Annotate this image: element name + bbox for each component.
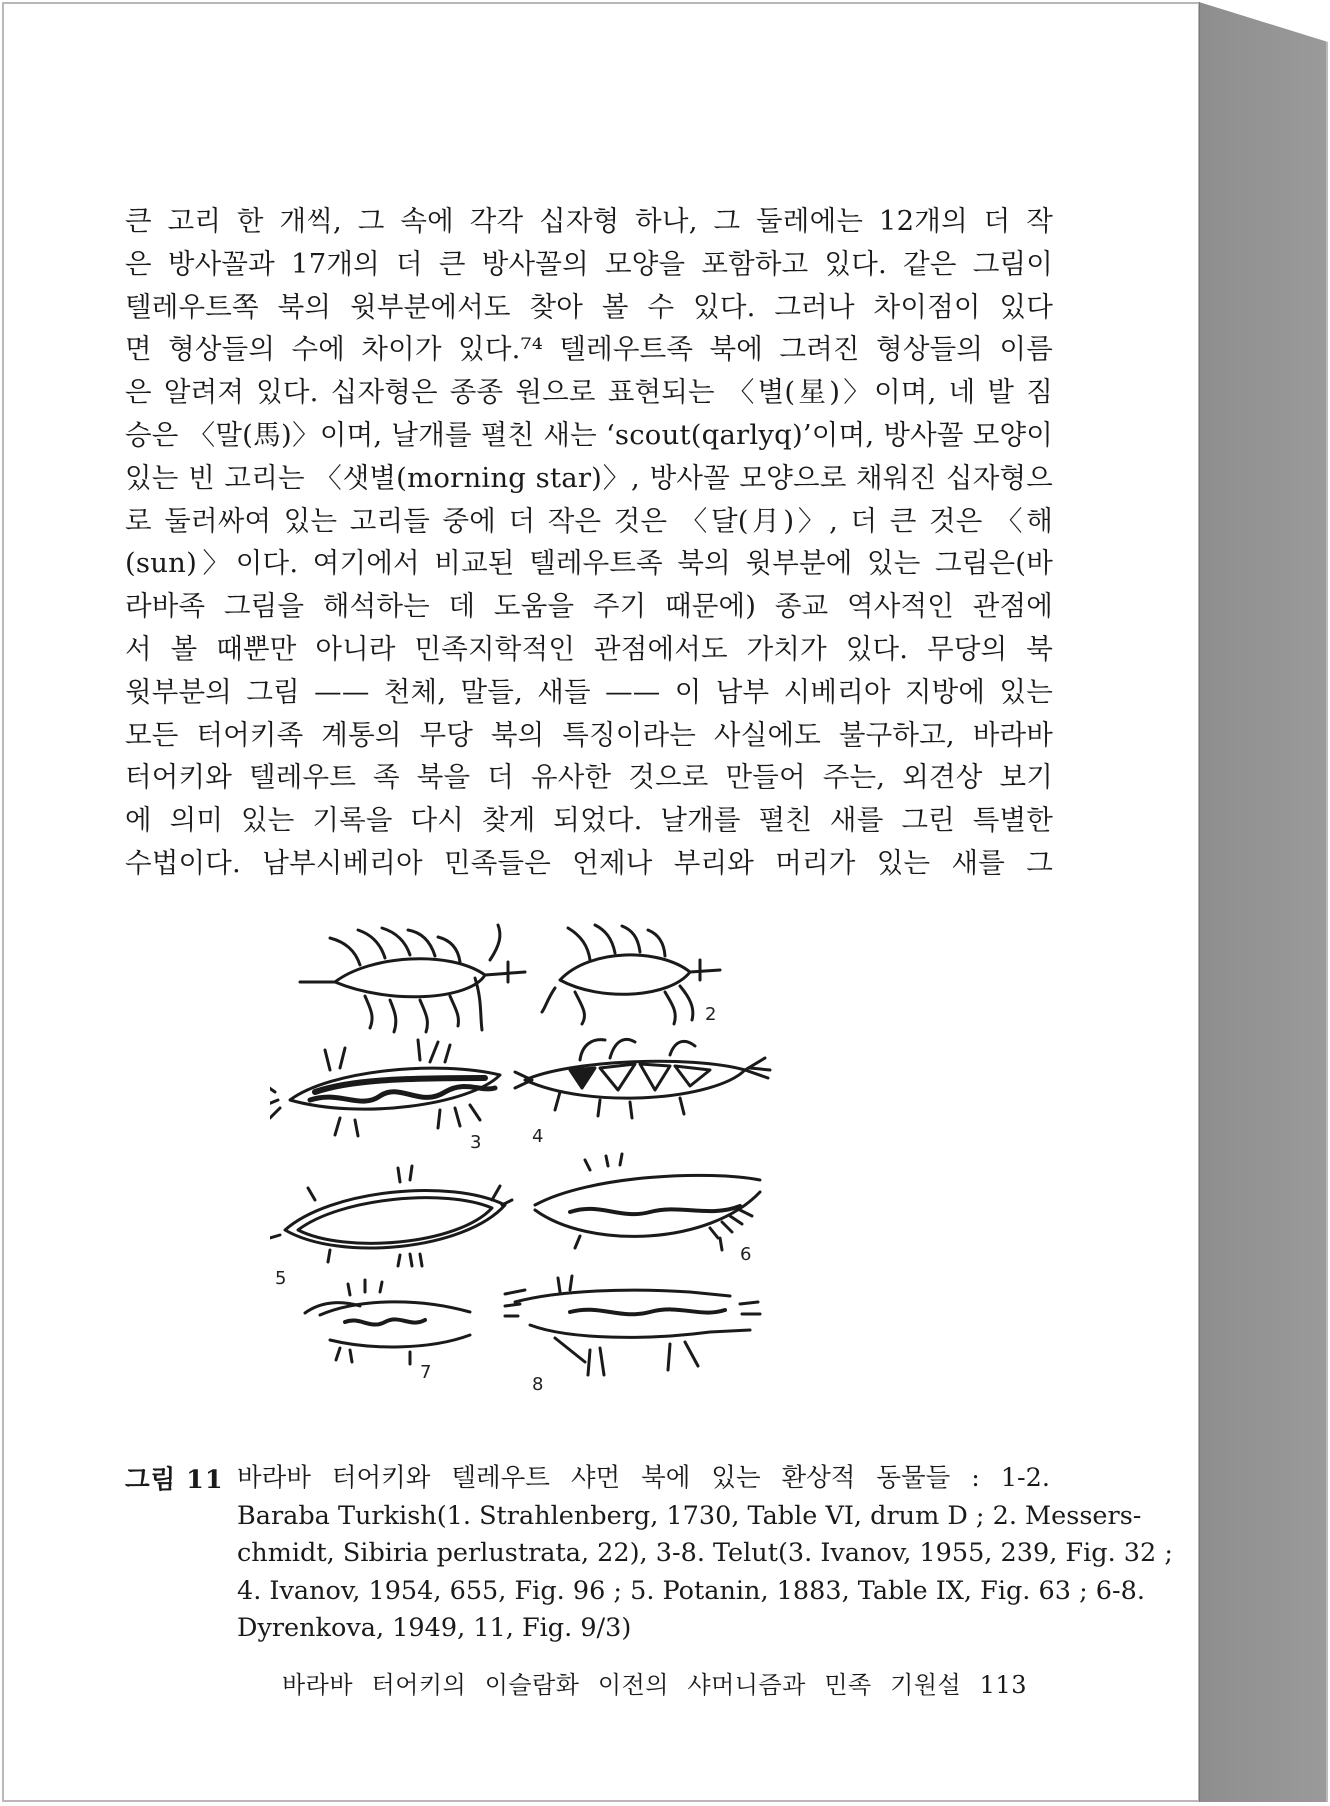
- text-line: 로 둘러싸여 있는 고리들 중에 더 작은 것은 〈달(月)〉, 더 큰 것은 〈해: [125, 504, 1053, 537]
- drawing-7: [305, 1280, 470, 1364]
- caption-line: 바라바 터어키와 텔레우트 샤먼 북에 있는 환상적 동물들 : 1-2.: [237, 1463, 1050, 1493]
- text-line: 에 의미 있는 기록을 다시 찾게 되었다. 날개를 펼친 새를 그린 특별한: [125, 804, 1053, 837]
- body-text: [125, 200, 1053, 885]
- caption-text: [237, 1460, 1173, 1648]
- figure-number: 5: [275, 1268, 287, 1289]
- text-line: 은 알려져 있다. 십자형은 종종 원으로 표현되는 〈별(星)〉이며, 네 발 짐: [125, 376, 1053, 409]
- running-title: 바라바 터어키의 이슬람화 이전의 샤머니즘과 민족 기원설: [282, 1671, 962, 1699]
- figure-number: 8: [532, 1374, 544, 1395]
- page-number: 113: [979, 1671, 1027, 1699]
- text-line: 있는 빈 고리는 〈샛별(morning star)〉, 방사꼴 모양으로 채워진 십자형으: [125, 461, 1053, 494]
- caption-label: 그림 11: [125, 1465, 224, 1495]
- figure-number: 6: [740, 1244, 752, 1265]
- caption-line: 4. Ivanov, 1954, 655, Fig. 96 ; 5. Potanin, 1883, Table IX, Fig. 63 ; 6-8.: [237, 1575, 1145, 1606]
- drawing-5: [270, 1166, 512, 1266]
- text-line: 면 형상들의 수에 차이가 있다.⁷⁴ 텔레우트족 북에 그려진 형상들의 이름: [125, 333, 1053, 366]
- drawing-6: [535, 1154, 760, 1250]
- caption-line: Dyrenkova, 1949, 11, Fig. 9/3): [237, 1613, 632, 1643]
- drawing-8: [505, 1276, 760, 1375]
- text-line: 큰 고리 한 개씩, 그 속에 각각 십자형 하나, 그 둘레에는 12개의 더 작: [125, 205, 1053, 237]
- text-line: 은 방사꼴과 17개의 더 큰 방사꼴의 모양을 포함하고 있다. 같은 그림이: [125, 247, 1053, 280]
- figure-number: 7: [420, 1362, 432, 1383]
- running-footer: [282, 1665, 1027, 1700]
- text-line: 라바족 그림을 해석하는 데 도움을 주기 때문에) 종교 역사적인 관점에: [125, 590, 1053, 623]
- drawing-3: [270, 1040, 500, 1136]
- book-page-edge: [1199, 2, 1328, 1802]
- figure-number: 2: [705, 1004, 717, 1025]
- text-line: 터어키와 텔레우트 족 북을 더 유사한 것으로 만들어 주는, 외견상 보기: [125, 761, 1053, 794]
- figure-number: 4: [532, 1126, 544, 1147]
- figure-number: 3: [470, 1132, 482, 1153]
- text-line: 윗부분의 그림 —— 천체, 말들, 새들 —— 이 남부 시베리아 지방에 있는: [125, 675, 1053, 708]
- caption-line: chmidt, Sibiria perlustrata, 22), 3-8. Telut(3. Ivanov, 1955, 239, Fig. 32 ;: [237, 1538, 1173, 1568]
- text-line: 모든 터어키족 계통의 무당 북의 특징이라는 사실에도 불구하고, 바라바: [125, 718, 1053, 751]
- drawing-2: [542, 925, 720, 1024]
- text-line: 텔레우트쪽 북의 윗부분에서도 찾아 볼 수 있다. 그러나 차이점이 있다: [125, 290, 1053, 323]
- drawing-1: [300, 925, 525, 1032]
- caption-line: Baraba Turkish(1. Strahlenberg, 1730, Table VI, drum D ; 2. Messers-: [237, 1500, 1142, 1531]
- drawing-4: [515, 1039, 770, 1118]
- text-line: (sun)〉이다. 여기에서 비교된 텔레우트족 북의 윗부분에 있는 그림은(바: [125, 547, 1053, 580]
- figure-drawings: [270, 920, 910, 1460]
- text-line: 서 볼 때뿐만 아니라 민족지학적인 관점에서도 가치가 있다. 무당의 북: [125, 632, 1053, 665]
- text-line: 승은 〈말(馬)〉이며, 날개를 펼친 새는 ‘scout(qarlyq)’이며, 방사꼴 모양이: [125, 418, 1053, 451]
- text-line: 수법이다. 남부시베리아 민족들은 언제나 부리와 머리가 있는 새를 그: [125, 846, 1053, 879]
